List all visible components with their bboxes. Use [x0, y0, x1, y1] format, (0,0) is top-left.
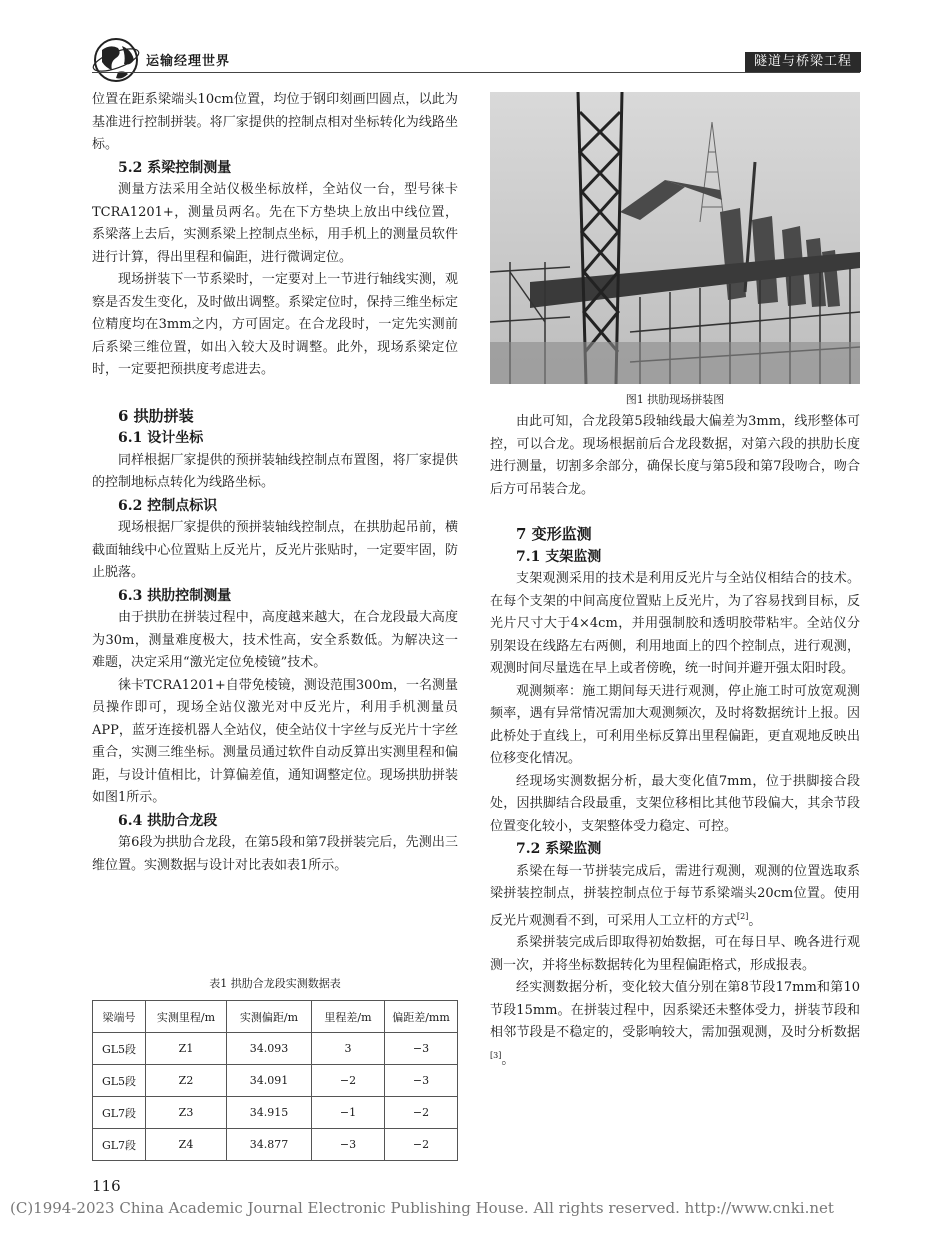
cell: −2: [385, 1097, 458, 1129]
copyright-notice: (C)1994-2023 China Academic Journal Electronic Publishing House. All rights reserved. http://www.cnki.net: [10, 1199, 834, 1217]
heading-6-2: 6.2 控制点标识: [118, 497, 218, 514]
cell: −2: [385, 1129, 458, 1161]
paragraph: 现场拼装下一节系梁时，一定要对上一节进行轴线实测，观察是否发生变化，及时做出调整。系梁定位时，保持三维坐标定位精度均在3mm之内，方可固定。在合龙段时，一定先实测前后系梁三维位置，如出入较大及时调整。此外，现场系梁定位时，一定要把预拱度考虑进去。: [92, 272, 458, 377]
cell: Z1: [146, 1033, 227, 1065]
heading-5-2: 5.2 系梁控制测量: [118, 159, 232, 176]
heading-7: 7 变形监测: [516, 525, 592, 543]
paragraph: 测量方法采用全站仪极坐标放样，全站仪一台，型号徕卡TCRA1201+，测量员两名。先在下方垫块上放出中线位置，系梁落上去后，实测系梁上控制点坐标，用手机上的测量员软件进行计算，得出里程和偏距，进行微调定位。: [92, 182, 458, 265]
heading-6: 6 拱肋拼装: [118, 406, 194, 425]
left-column: [92, 89, 458, 877]
citation-ref[interactable]: [3]: [490, 1050, 502, 1060]
journal-brand: 运输经理世界: [146, 54, 231, 69]
page-number: 116: [92, 1177, 121, 1195]
globe-logo-icon: [92, 36, 142, 84]
cell: GL7段: [93, 1097, 146, 1129]
paragraph: 经现场实测数据分析，最大变化值7mm，位于拱脚接合段处，因拱脚结合段最重，支架位移相比其他节段偏大，其余节段位置变化较小，支架整体受力稳定、可控。: [490, 773, 860, 834]
cell: Z4: [146, 1129, 227, 1161]
citation-ref[interactable]: [2]: [737, 911, 749, 921]
cell: 34.091: [227, 1065, 312, 1097]
table-row: [93, 1065, 458, 1097]
section-badge: 隧道与桥梁工程: [745, 52, 861, 72]
paragraph: 系梁拼装完成后即取得初始数据，可在每日早、晚各进行观测一次，并将坐标数据转化为里程偏距格式，形成报表。: [490, 935, 860, 973]
cell: GL5段: [93, 1065, 146, 1097]
paragraph: [490, 977, 860, 1071]
heading-6-1: 6.1 设计坐标: [118, 430, 204, 446]
table-row: [93, 1033, 458, 1065]
data-table: [92, 1000, 458, 1161]
cell: GL7段: [93, 1129, 146, 1161]
cell: Z2: [146, 1065, 227, 1097]
header-rule: [92, 72, 860, 73]
col-header: 偏距差/mm: [385, 1001, 458, 1033]
heading-7-2: 7.2 系梁监测: [516, 841, 602, 857]
paragraph: 观测频率：施工期间每天进行观测，停止施工时可放宽观测频率，遇有异常情况需加大观测频次，及时将数据统计上报。因此桥处于直线上，可利用坐标反算出里程偏距，更直观地反映出位移变化情况。: [490, 683, 860, 766]
heading-6-4: 6.4 拱肋合龙段: [118, 812, 218, 829]
paragraph: 位置在距系梁端头10cm位置，均位于钢印刻画凹圆点，以此为基准进行控制拼装。将厂家提供的控制点相对坐标转化为线路坐标。: [92, 92, 458, 152]
cell: GL5段: [93, 1033, 146, 1065]
cell: 3: [312, 1033, 385, 1065]
table-row: [93, 1097, 458, 1129]
paragraph-text: 系梁在每一节拼装完成后，需进行观测，观测的位置选取系梁拼装控制点，拼装控制点位于每节系梁端头20cm位置。使用反光片观测看不到，可采用人工立杆的方式: [490, 863, 860, 928]
paragraph: 由此可知，合龙段第5段轴线最大偏差为3mm，线形整体可控，可以合龙。现场根据前后合龙段数据，对第六段的拱肋长度进行测量，切割多余部分，确保长度与第5段和第7段吻合，吻合后方可吊装合龙。: [490, 414, 860, 497]
cell: 34.093: [227, 1033, 312, 1065]
paragraph-text: 。: [501, 1052, 515, 1068]
cell: Z3: [146, 1097, 227, 1129]
table-header-row: [93, 1001, 458, 1033]
cell: 34.915: [227, 1097, 312, 1129]
paragraph: 支架观测采用的技术是利用反光片与全站仪相结合的技术。在每个支架的中间高度位置贴上反光片，为了容易找到目标，反光片尺寸大于4×4cm，并用强制胶和透明胶带粘牢。全站仪分别架设在线路左右两侧，利用地面上的四个控制点，进行观测，观测时间尽量选在早上或者傍晚，统一时间并避开强太阳时段。: [490, 571, 860, 676]
col-header: 实测里程/m: [146, 1001, 227, 1033]
cell: −1: [312, 1097, 385, 1129]
col-header: 梁端号: [93, 1001, 146, 1033]
col-header: 里程差/m: [312, 1001, 385, 1033]
paragraph-text: 经实测数据分析，变化较大值分别在第8节段17mm和第10节段15mm。在拼装过程中，因系梁还未整体受力，拼装节段和相邻节段是不稳定的，受影响较大，需加强观测，及时分析数据: [490, 980, 860, 1041]
figure-caption: 图1 拱肋现场拼装图: [625, 393, 725, 406]
cell: −3: [385, 1065, 458, 1097]
paragraph: [490, 861, 860, 933]
paragraph-text: 。: [748, 912, 762, 928]
paragraph: 第6段为拱肋合龙段，在第5段和第7段拼装完后，先测出三维位置。实测数据与设计对比表如表1所示。: [92, 835, 458, 873]
paragraph: 现场根据厂家提供的预拼装轴线控制点，在拱肋起吊前，横截面轴线中心位置贴上反光片，反光片张贴时，一定要牢固，防止脱落。: [92, 520, 458, 580]
paragraph: 同样根据厂家提供的预拼装轴线控制点布置图，将厂家提供的控制地标点转化为线路坐标。: [92, 452, 458, 490]
cell: 34.877: [227, 1129, 312, 1161]
paragraph: 徕卡TCRA1201+自带免棱镜，测设范围300m，一名测量员操作即可，现场全站仪激光对中反光片，利用手机测量员APP，蓝牙连接机器人全站仪，使全站仪十字丝与反光片十字丝重合，实测三维坐标。测量员通过软件自动反算出实测里程和偏距，与设计值相比，计算偏差值，通知调整定位。现场拱肋拼装如图1所示。: [92, 677, 458, 805]
right-column: [490, 411, 860, 1072]
col-header: 实测偏距/m: [227, 1001, 312, 1033]
cell: −3: [312, 1129, 385, 1161]
heading-7-1: 7.1 支架监测: [516, 548, 602, 565]
cell: −3: [385, 1033, 458, 1065]
table-caption: 表1 拱肋合龙段实测数据表: [209, 977, 341, 990]
arch-rib-photo: [490, 92, 860, 384]
paragraph: 由于拱肋在拼装过程中，高度越来越大，在合龙段最大高度为30m，测量难度极大，技术性高，安全系数低。为解决这一难题，决定采用“激光定位免棱镜”技术。: [92, 610, 458, 670]
heading-6-3: 6.3 拱肋控制测量: [118, 587, 232, 604]
table-row: [93, 1129, 458, 1161]
cell: −2: [312, 1065, 385, 1097]
